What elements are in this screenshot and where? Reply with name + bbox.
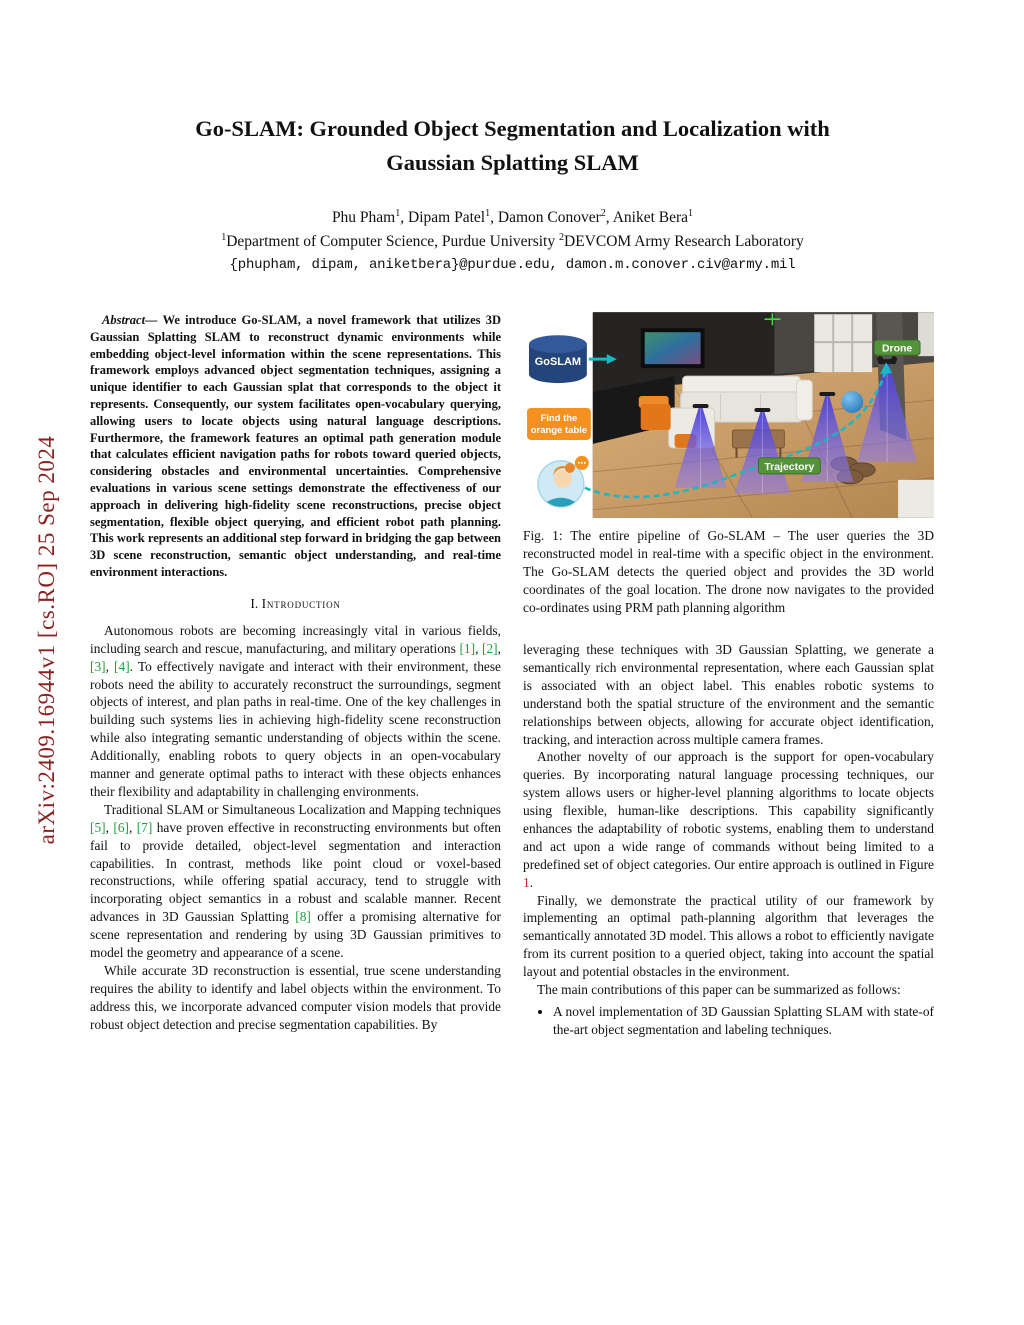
svg-text:Trajectory: Trajectory (764, 461, 815, 473)
svg-text:GoSLAM: GoSLAM (534, 356, 582, 369)
body-paragraph: leveraging these techniques with 3D Gaussian Splatting, we generate a semantically rich environmental representation, where each Gaussian splat is associated with an object label. This enables robotic systems to understand both the spatial structure of the environment and the semantic relationships between objects, allowing for accurate object identification, tracking, and interaction across multiple camera frames. (523, 642, 934, 747)
title-line-1: Go-SLAM: Grounded Object Segmentation and Localization with (195, 116, 830, 141)
body-paragraph: Autonomous robots are becoming increasingly vital in various fields, including search and rescue, manufacturing, and military operations [1], [2], [3], [4]. To effectively navigate and interact with their environment, these robots need the ability to accurately reconstruct the surroundings, segment objects of interest, and plan paths in real-time. One of the key challenges in building such systems lies in achieving high-fidelity scene reconstruction while also integrating semantic understanding of objects within the scene. Additionally, enabling robots to query objects in an open-vocabulary manner and generate optimal paths to interact with these objects enhances their flexibility and adaptability in challenging environments. (90, 622, 501, 799)
section-title: Introduction (261, 595, 341, 611)
contribution-item: • A novel implementation of 3D Gaussian Splatting SLAM with state-of the-art object segmentation and labeling techniques. (553, 1003, 934, 1039)
citation-link[interactable]: [4] (114, 658, 130, 674)
superscript: 2 (558, 231, 565, 243)
figure-caption: Fig. 1: The entire pipeline of Go-SLAM – The user queries the 3D reconstructed model in real-time with a specific object in the environment. The Go-SLAM detects the queried object and provides the 3D world coordinates of the goal location. The drone now navigates to the provided co-ordinates using PRM path planning algorithm (523, 527, 934, 616)
abstract-text: We introduce Go-SLAM, a novel framework that utilizes 3D Gaussian Splatting SLAM to reconstruct dynamic environments while embedding object-level information within the scene representations. This framework employs advanced object segmentation techniques, assigning a unique identifier to each Gaussian splat that corresponds to the object it represents. Consequently, our system facilitates open-vocabulary querying, allowing users to locate objects using natural language descriptions. Furthermore, the framework features an optimal path generation module that calculates efficient navigation paths for robots toward queried objects, considering obstacles and environmental uncertainties. Comprehensive evaluations in various scene settings demonstrate the effectiveness of our approach in delivering high-fidelity scene reconstructions, precise object segmentation, flexible object querying, and efficient robot path planning. This work represents an additional step forward in bridging the gap between 3D scene reconstruction, semantic object understanding, and real-time environment interactions. (90, 312, 501, 580)
superscript: 1 (688, 207, 694, 219)
superscript: 1 (485, 207, 491, 219)
query-label (527, 408, 591, 440)
drone-label (874, 340, 920, 355)
section-heading-introduction (90, 596, 501, 612)
section-number: I. (250, 595, 259, 611)
citation-link[interactable]: [7] (136, 819, 153, 835)
affiliation-line: $^1$Department of Computer Science, Purdue University $^2$DEVCOM Army Research Laboratory (221, 231, 804, 250)
tv-picture (645, 332, 701, 364)
contribution-list (535, 1003, 934, 1039)
body-paragraph: Finally, we demonstrate the practical utility of our framework by implementing an optimal path-planning algorithm that leverages the semantically annotated 3D model. This allows a robot to efficiently navigate from its current position to a queried object, taking into account the spatial layout and potential obstacles in the environment. (523, 892, 934, 980)
left-column (90, 312, 501, 1039)
emails-line: {phupham, dipam, aniketbera}@purdue.edu, damon.m.conover.civ@army.mil (229, 256, 796, 273)
paper-content (90, 0, 935, 1039)
figure-1-image (523, 312, 934, 518)
paper-title (90, 0, 935, 180)
superscript: 1 (221, 231, 227, 243)
body-paragraph: The main contributions of this paper can be summarized as follows: (537, 982, 901, 997)
svg-text:Find the: Find the (540, 412, 578, 424)
right-column (523, 312, 934, 1039)
superscript: 1 (395, 207, 401, 219)
figure-reference-link[interactable]: 1 (523, 874, 530, 890)
abstract (90, 312, 501, 581)
citation-link[interactable]: [6] (113, 819, 129, 835)
goslam-cylinder (529, 335, 587, 383)
citation-link[interactable]: [5] (90, 819, 106, 835)
arxiv-watermark: arXiv:2409.16944v1 [cs.RO] 25 Sep 2024 (34, 435, 59, 845)
blue-ball (841, 391, 863, 413)
title-line-2: Gaussian Splatting SLAM (386, 149, 639, 175)
side-table (898, 480, 934, 518)
body-paragraph: Traditional SLAM or Simultaneous Localization and Mapping techniques [5], [6], [7] have proven effective in reconstructing environments but often fail to provide detailed, object-level segmentation and interaction capabilities. In contrast, methods like point cloud or voxel-based reconstructions, while offering spatial accuracy, tend to struggle with incorporating object semantics in a robust and scalable manner. Recent advances in 3D Gaussian Splatting [8] offer a promising alternative for scene representation and rendering by using 3D Gaussian primitives to model the geometry and appearance of a scene. (90, 801, 501, 960)
citation-link[interactable]: [1] (459, 640, 476, 656)
trajectory-label (758, 458, 820, 474)
abstract-label: Abstract— (102, 312, 158, 327)
figure-1 (523, 312, 934, 617)
svg-text:Drone: Drone (881, 343, 913, 355)
citation-link[interactable]: [3] (90, 658, 106, 674)
body-paragraph: Another novelty of our approach is the support for open-vocabulary queries. By incorporating natural language processing techniques, our system allows users or higher-level planning algorithms to locate objects using flexible, human-like descriptions. This capability significantly enhances the adaptability of robotic systems, enabling them to understand and act upon a wide range of commands without being limited to a predefined set of object categories. Our entire approach is outlined in Figure 1. (523, 749, 934, 890)
body-paragraph: While accurate 3D reconstruction is essential, true scene understanding requires the ability to identify and label objects within the environment. To address this, we incorporate advanced computer vision models that provide robust object detection and precise segmentation capabilities. By (90, 962, 501, 1032)
two-column-layout (90, 312, 935, 1039)
citation-link[interactable]: [8] (295, 909, 311, 925)
paper-header (90, 0, 935, 276)
superscript: 2 (600, 207, 606, 219)
svg-text:orange table: orange table (530, 424, 588, 436)
user-avatar (537, 456, 589, 518)
citation-link[interactable]: [2] (482, 640, 498, 656)
authors-line: Phu Pham$^1$, Dipam Patel$^1$, Damon Conover$^2$, Aniket Bera$^1$ (331, 207, 694, 226)
